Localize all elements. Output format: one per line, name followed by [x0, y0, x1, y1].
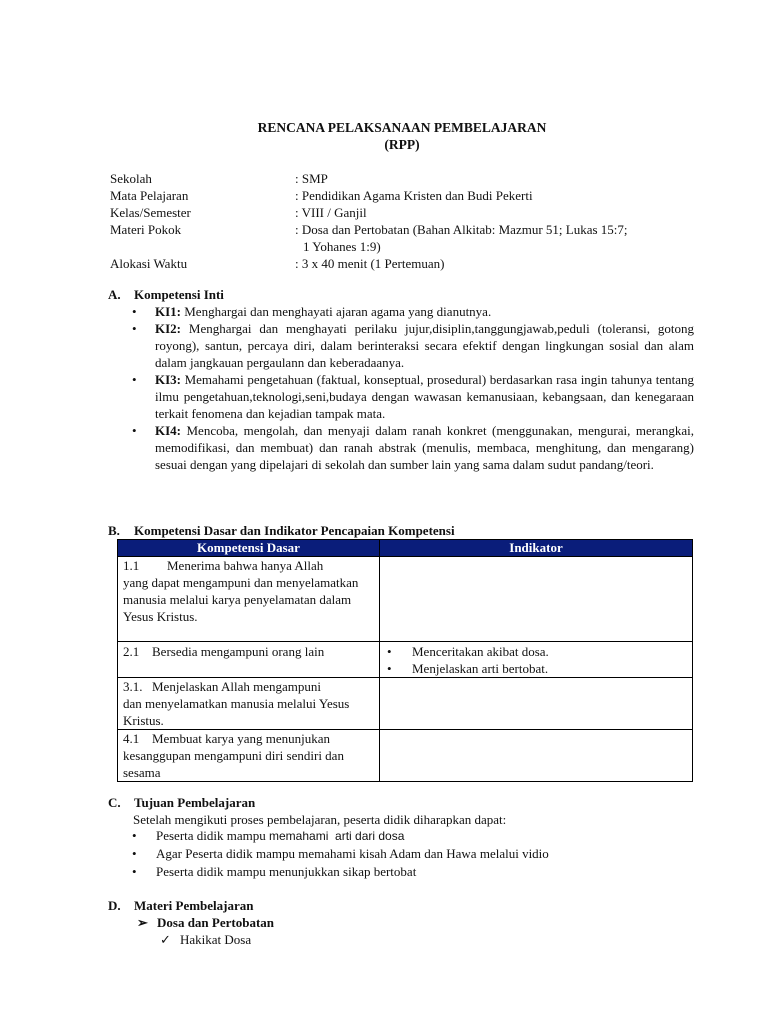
identity-row-mapel [110, 187, 710, 204]
bullet-icon: • [132, 321, 137, 336]
section-title: Tujuan Pembelajaran [134, 795, 256, 810]
kd-cell [118, 678, 380, 730]
table-row [118, 678, 693, 730]
section-title: Materi Pembelajaran [134, 898, 254, 913]
list-item [130, 863, 690, 881]
materi-item-text: Hakikat Dosa [180, 932, 252, 947]
indikator-cell [380, 678, 693, 730]
tujuan-text: Peserta didik mampu [156, 828, 270, 843]
identity-block [110, 170, 710, 272]
table-row [118, 730, 693, 782]
materi-sub-text: Dosa dan Pertobatan [157, 915, 275, 930]
identity-label: Kelas/Semester [110, 205, 191, 220]
check-icon: ✓ [160, 932, 171, 947]
identity-label: Materi Pokok [110, 222, 182, 237]
identity-label: Sekolah [110, 171, 152, 186]
bullet-icon: • [132, 828, 137, 843]
section-letter: D. [108, 898, 121, 913]
section-b-heading [108, 522, 455, 539]
identity-value: : SMP [295, 171, 328, 186]
bullet-icon: • [132, 846, 137, 861]
ki-text: Memahami pengetahuan (faktual, konseptual, prosedural) berdasarkan rasa ingin tahunya tentang ilmu pengetahuan,teknologi,seni,budaya dengan wawasan kemanusiaan, kebangsaan, dan kenegaraan terkait fenomena dan kejadian tampak mata. [155, 372, 694, 421]
list-item [130, 845, 690, 863]
kd-text: Bersedia mengampuni orang lain [152, 644, 325, 659]
identity-row-alokasi [110, 255, 710, 272]
kd-text: Menjelaskan Allah mengampuni [152, 679, 321, 694]
document-subtitle: (RPP) [384, 137, 420, 152]
section-title: Kompetensi Inti [134, 287, 224, 302]
identity-value: : Pendidikan Agama Kristen dan Budi Pekerti [295, 188, 533, 203]
kompetensi-table [117, 539, 693, 782]
section-letter: A. [108, 287, 121, 302]
list-item [130, 371, 694, 422]
list-item [130, 422, 694, 473]
list-item [130, 320, 694, 371]
indikator-cell [380, 730, 693, 782]
column-header-indikator: Indikator [380, 540, 693, 557]
identity-row-materi-cont [110, 238, 710, 255]
tujuan-intro: Setelah mengikuti proses pembelajaran, peserta didik diharapkan dapat: [133, 812, 507, 827]
indikator-list [380, 642, 692, 677]
indikator-cell [380, 557, 693, 642]
kd-cell [118, 557, 380, 642]
kd-number: 3.1. [123, 679, 143, 694]
ki-code: KI3: [155, 372, 181, 387]
list-item [380, 643, 692, 660]
table-header-row [118, 540, 693, 557]
kd-cell [118, 642, 380, 678]
section-title: Kompetensi Dasar dan Indikator Pencapaian Kompetensi [134, 523, 455, 538]
identity-row-sekolah [110, 170, 710, 187]
kd-number: 4.1 [123, 731, 140, 746]
bullet-icon: • [387, 644, 392, 659]
indikator-text: Menjelaskan arti bertobat. [412, 661, 549, 676]
bullet-icon: • [132, 864, 137, 879]
kd-number: 1.1 [123, 558, 140, 573]
materi-subheading [137, 914, 274, 931]
indikator-text: Menceritakan akibat dosa. [412, 644, 549, 659]
section-d-heading [108, 897, 253, 914]
identity-label: Mata Pelajaran [110, 188, 189, 203]
ki-code: KI1: [155, 304, 181, 319]
bullet-icon: • [132, 304, 137, 319]
tujuan-text: Peserta didik mampu menunjukkan sikap bertobat [156, 864, 417, 879]
identity-row-kelas [110, 204, 710, 221]
bullet-icon: • [132, 423, 137, 438]
list-item [130, 827, 690, 845]
identity-row-materi [110, 221, 710, 238]
section-letter: B. [108, 523, 120, 538]
bullet-icon: • [132, 372, 137, 387]
indikator-cell [380, 642, 693, 678]
kd-text-continued: yang dapat mengampuni dan menyelamatkan manusia melalui karya penyelamatan dalam Yesus Kristus. [123, 575, 359, 624]
identity-value: : 3 x 40 menit (1 Pertemuan) [295, 256, 445, 271]
ki-code: KI4: [155, 423, 181, 438]
list-item [130, 303, 694, 320]
kd-number: 2.1 [123, 644, 140, 659]
ki-text: Menghargai dan menghayati perilaku jujur,disiplin,tanggungjawab,peduli (toleransi, gotong royong), santun, percaya diri, dalam berinteraksi secara efektif dengan lingkungan sosial dan alam dalam jangkauan pergaulann dan keberadaanya. [155, 321, 695, 370]
list-item [380, 660, 692, 677]
section-c-heading [108, 794, 255, 811]
document-title: RENCANA PELAKSANAAN PEMBELAJARAN [257, 120, 547, 135]
identity-label: Alokasi Waktu [110, 256, 188, 271]
kd-text-continued: kesanggupan mengampuni diri sendiri dan sesama [123, 748, 344, 780]
column-header-kd: Kompetensi Dasar [118, 540, 380, 557]
identity-value: : Dosa dan Pertobatan (Bahan Alkitab: Mazmur 51; Lukas 15:7; [295, 222, 628, 237]
section-letter: C. [108, 795, 121, 810]
ki-code: KI2: [155, 321, 181, 336]
table-row [118, 557, 693, 642]
identity-value: : VIII / Ganjil [295, 205, 367, 220]
bullet-icon: • [387, 661, 392, 676]
kd-cell [118, 730, 380, 782]
tujuan-text-sans: memahami arti dari dosa [269, 829, 405, 843]
kompetensi-inti-list [130, 303, 694, 473]
ki-text: Menghargai dan menghayati ajaran agama yang dianutnya. [184, 304, 492, 319]
tujuan-text: Agar Peserta didik mampu memahami kisah Adam dan Hawa melalui vidio [156, 846, 549, 861]
ki-text: Mencoba, mengolah, dan menyaji dalam ranah konkret (menggunakan, mengurai, merangkai, memodifikasi, dan membuat) dan ranah abstrak (menulis, membaca, menghitung, dan mengarang) sesuai dengan yang dipelajari di sekolah dan sumber lain yang sama dalam sudut pandang/teori. [155, 423, 694, 472]
section-a-heading [108, 286, 224, 303]
arrow-bullet-icon: ➢ [137, 915, 148, 930]
identity-value-continued: 1 Yohanes 1:9) [303, 239, 381, 254]
kd-text-continued: dan menyelamatkan manusia melalui Yesus Kristus. [123, 696, 350, 728]
materi-item [160, 931, 251, 948]
kd-text: Menerima bahwa hanya Allah [167, 558, 324, 573]
kd-text: Membuat karya yang menunjukan [152, 731, 330, 746]
table-row [118, 642, 693, 678]
tujuan-list [130, 827, 690, 881]
